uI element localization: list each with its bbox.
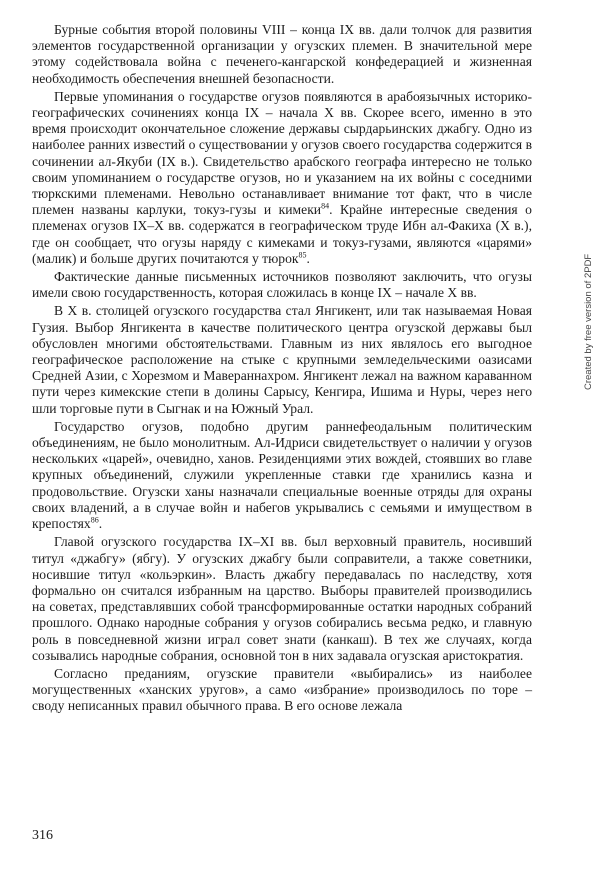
footnote-ref-85: 85 <box>298 250 307 260</box>
watermark <box>583 190 593 390</box>
watermark-text: Created by free version of 2PDF <box>583 253 594 390</box>
paragraph-4: В X в. столицей огузского государства стал Янгикент, или так называемая Новая Гузия. Выбор Янгикента в качестве политического центра огузской державы был обусловлен многими обстоятельствами. Главным из них являлось его выгодное географическое расположение на стыке с крупными земледельческими оазисами Средней Азии, с Хорезмом и Мавераннахром. Янгикент лежал на важном караванном пути через кимекские степи в долины Сарысу, Кенгира, Ишима и Нуры, через него шли торговые пути в Сыгнак и на Южный Урал. <box>32 303 532 416</box>
paragraph-6: Главой огузского государства IX–XI вв. был верховный правитель, носивший титул «джабгу» (ябгу). У огузских джабгу были соправители, а также советники, носившие титул «кольэркин». Власть джабгу передавалась по наследству, хотя формально он считался избранным на царство. Выборы правителей производились на советах, представлявших собой трансформированные остатки народных собраний прошлого. Однако народные собрания у огузов собирались весьма редко, и главную роль в повседневной жизни играл совет знати (канкаш). В тех же случаях, когда созывались народные собрания, основной тон в них задавала огузская аристократия. <box>32 534 532 663</box>
paragraph-7: Согласно преданиям, огузские правители «выбирались» из наиболее могущественных «ханских уругов», а само «избрание» производилось по торе – своду неписанных правил обычного права. В его основе лежала <box>32 665 532 714</box>
footnote-ref-84: 84 <box>321 201 330 211</box>
page-body <box>32 22 532 717</box>
footnote-ref-86: 86 <box>90 515 99 525</box>
paragraph-3: Фактические данные письменных источников позволяют заключить, что огузы имели свою государственность, которая сложилась в конце IX – начале X вв. <box>32 269 532 301</box>
paragraph-1: Бурные события второй половины VIII – конца IX вв. дали толчок для развития элементов государственной организации у огузских племен. В значительной мере этому содействовала война с печенего-кангарской конфедерацией и жизненная необходимость обеспечения внешней безопасности. <box>32 22 532 86</box>
page-number: 316 <box>32 828 53 843</box>
paragraph-5: Государство огузов, подобно другим раннефеодальным политическим объединениям, не было монолитным. Ал-Идриси свидетельствует о наличии у огузов нескольких «царей», очевидно, ханов. Резиденциями этих вождей, стоявших во главе крупных объединений, служили укрепленные ставки где хранились казна и продовольствие. Огузски ханы назначали специальные военные отряды для охраны своих владений, а в случае войн и набегов укрывались с семьями и имуществом в крепостях$^{86}$. <box>32 418 532 532</box>
paragraph-2: Первые упоминания о государстве огузов появляются в арабоязычных историко-географических сочинениях конца IX – начала X вв. Скорее всего, именно в это время происходит окончательное сложение державы сырдарьинских джабгу. Одно из наиболее ранних известий о существовании у огузов своего государства содержится в сочинении ал-Якуби (IX в.). Свидетельство арабского географа интересно не только своим упоминанием о государстве огузов, но и указанием на их войны с соседними тюркскими племенами. Невольно останавливает внимание тот факт, что в числе племен названы карлуки, токуз-гузы и кимеки$^{84}$. Крайне интересные сведения о племенах огузов IX–X вв. содержатся в географическом труде Ибн ал-Факиха (X в.), где он сообщает, что огузы наряду с кимеками и токуз-гузами, являются «царями» (малик) и больше других почитаются у тюрок$^{85}$. <box>32 88 532 266</box>
